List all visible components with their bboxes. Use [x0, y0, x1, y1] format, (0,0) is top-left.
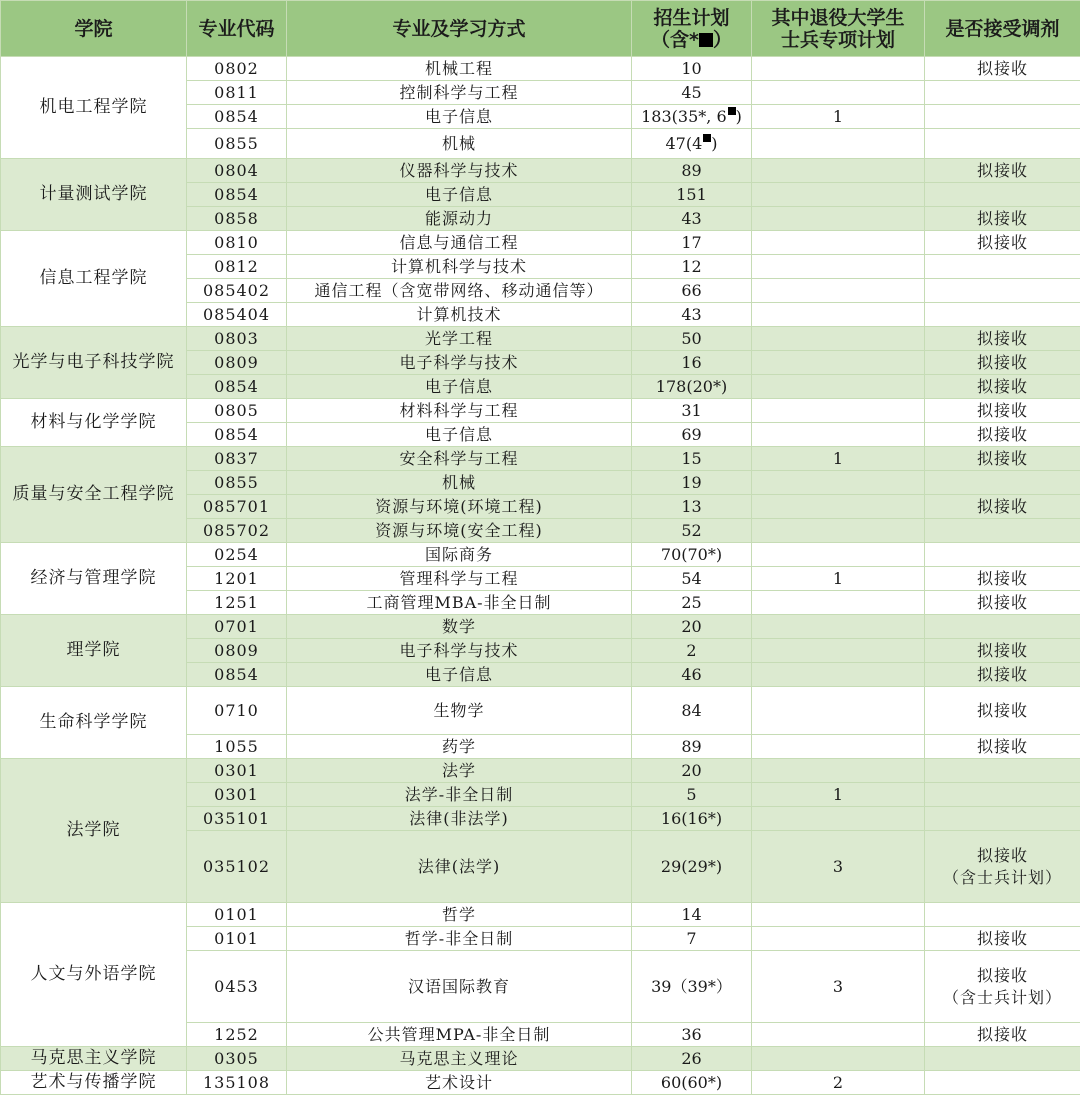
plan-cell [632, 927, 752, 951]
veteran-cell [752, 81, 925, 105]
plan-value: 12 [681, 257, 701, 276]
adjust-cell [925, 105, 1080, 129]
major-cell: 管理科学与工程 [287, 567, 632, 591]
code-cell: 0812 [187, 255, 287, 279]
veteran-cell [752, 687, 925, 735]
code-cell: 0254 [187, 543, 287, 567]
adjust-cell [925, 639, 1080, 663]
college-cell: 质量与安全工程学院 [1, 447, 187, 543]
plan-value: 16 [681, 353, 701, 372]
code-cell: 035102 [187, 831, 287, 903]
plan-value: 16(16*) [661, 809, 722, 828]
adjust-value: 拟接收 [977, 665, 1028, 684]
table-row [1, 57, 1080, 81]
major-cell: 法律(法学) [287, 831, 632, 903]
plan-cell [632, 183, 752, 207]
plan-cell [632, 807, 752, 831]
plan-cell [632, 471, 752, 495]
adjust-cell [925, 759, 1080, 783]
code-cell: 0854 [187, 375, 287, 399]
plan-value: 66 [681, 281, 701, 300]
veteran-cell [752, 255, 925, 279]
adjust-value: 拟接收 [977, 233, 1028, 252]
adjust-value: 拟接收 [977, 1025, 1028, 1044]
code-cell: 0802 [187, 57, 287, 81]
code-cell: 0101 [187, 927, 287, 951]
code-cell: 035101 [187, 807, 287, 831]
veteran-cell: 3 [752, 831, 925, 903]
veteran-cell [752, 231, 925, 255]
code-cell: 0855 [187, 471, 287, 495]
veteran-cell [752, 327, 925, 351]
code-cell: 0855 [187, 129, 287, 159]
veteran-cell: 1 [752, 105, 925, 129]
code-cell: 0837 [187, 447, 287, 471]
code-cell: 0701 [187, 615, 287, 639]
veteran-cell [752, 1047, 925, 1071]
major-cell: 材料科学与工程 [287, 399, 632, 423]
header-plan-line1: 招生计划 [653, 7, 729, 29]
major-cell: 信息与通信工程 [287, 231, 632, 255]
veteran-cell [752, 399, 925, 423]
adjust-cell [925, 57, 1080, 81]
plan-cell [632, 351, 752, 375]
major-cell: 资源与环境(环境工程) [287, 495, 632, 519]
plan-value: 25 [681, 593, 701, 612]
veteran-cell: 1 [752, 567, 925, 591]
adjust-cell [925, 903, 1080, 927]
plan-cell [632, 399, 752, 423]
adjust-value: 拟接收 [977, 59, 1028, 78]
code-cell: 0811 [187, 81, 287, 105]
adjust-cell [925, 687, 1080, 735]
plan-cell [632, 423, 752, 447]
code-cell: 1252 [187, 1023, 287, 1047]
adjust-value: 拟接收 [977, 569, 1028, 588]
adjust-cell [925, 735, 1080, 759]
plan-value: 2 [686, 641, 696, 660]
adjust-cell [925, 471, 1080, 495]
adjust-value: 拟接收 [977, 701, 1028, 720]
plan-cell [632, 57, 752, 81]
adjust-cell [925, 783, 1080, 807]
code-cell: 0809 [187, 639, 287, 663]
header-adjust: 是否接受调剂 [925, 1, 1080, 57]
major-cell: 计算机技术 [287, 303, 632, 327]
veteran-cell: 3 [752, 951, 925, 1023]
major-cell: 机械 [287, 129, 632, 159]
adjust-cell [925, 1071, 1080, 1095]
plan-cell [632, 231, 752, 255]
header-row [1, 1, 1080, 57]
veteran-cell [752, 903, 925, 927]
adjust-value: 拟接收 [977, 209, 1028, 228]
code-cell: 0301 [187, 759, 287, 783]
plan-value: 19 [681, 473, 701, 492]
plan-cell [632, 1023, 752, 1047]
plan-cell [632, 1071, 752, 1095]
plan-cell [632, 783, 752, 807]
adjust-cell [925, 375, 1080, 399]
table-row [1, 687, 1080, 735]
veteran-cell [752, 183, 925, 207]
adjust-cell [925, 1047, 1080, 1071]
plan-cell [632, 567, 752, 591]
adjust-cell [925, 399, 1080, 423]
plan-cell [632, 129, 752, 159]
veteran-cell [752, 543, 925, 567]
major-cell: 仪器科学与技术 [287, 159, 632, 183]
plan-value: 31 [681, 401, 701, 420]
major-cell: 电子科学与技术 [287, 351, 632, 375]
black-square-icon [699, 33, 713, 47]
veteran-cell [752, 663, 925, 687]
plan-cell [632, 255, 752, 279]
major-cell: 电子信息 [287, 423, 632, 447]
major-cell: 哲学 [287, 903, 632, 927]
plan-cell [632, 951, 752, 1023]
major-cell: 资源与环境(安全工程) [287, 519, 632, 543]
code-cell: 085402 [187, 279, 287, 303]
adjust-value: 拟接收 [977, 846, 1028, 865]
code-cell: 0854 [187, 105, 287, 129]
table-row [1, 399, 1080, 423]
plan-value: 151 [676, 185, 707, 204]
college-cell: 理学院 [1, 615, 187, 687]
veteran-cell [752, 375, 925, 399]
major-cell: 电子信息 [287, 375, 632, 399]
header-veteran-line1: 其中退役大学生 [771, 7, 904, 29]
adjust-value: 拟接收 [977, 497, 1028, 516]
plan-value: 54 [681, 569, 701, 588]
veteran-cell [752, 351, 925, 375]
code-cell: 0854 [187, 663, 287, 687]
header-major: 专业及学习方式 [287, 1, 632, 57]
adjust-value: 拟接收 [977, 353, 1028, 372]
header-veteran [752, 1, 925, 57]
plan-value: 14 [681, 905, 701, 924]
plan-value: 52 [681, 521, 701, 540]
plan-tail: ) [711, 134, 717, 153]
plan-cell [632, 639, 752, 663]
college-cell: 光学与电子科技学院 [1, 327, 187, 399]
plan-value: 84 [681, 701, 701, 720]
table-row [1, 615, 1080, 639]
major-cell: 电子科学与技术 [287, 639, 632, 663]
plan-cell [632, 663, 752, 687]
plan-value: 43 [681, 305, 701, 324]
table-row [1, 1071, 1080, 1095]
veteran-cell: 2 [752, 1071, 925, 1095]
veteran-cell [752, 927, 925, 951]
adjust-cell [925, 807, 1080, 831]
adjust-cell [925, 129, 1080, 159]
header-college: 学院 [1, 1, 187, 57]
adjust-cell [925, 591, 1080, 615]
code-cell: 1251 [187, 591, 287, 615]
table-row [1, 903, 1080, 927]
adjust-cell [925, 207, 1080, 231]
plan-value: 50 [681, 329, 701, 348]
code-cell: 0453 [187, 951, 287, 1023]
college-cell: 艺术与传播学院 [1, 1071, 187, 1095]
veteran-cell [752, 1023, 925, 1047]
major-cell: 法律(非法学) [287, 807, 632, 831]
adjust-value: 拟接收 [977, 929, 1028, 948]
code-cell: 0101 [187, 903, 287, 927]
major-cell: 通信工程（含宽带网络、移动通信等） [287, 279, 632, 303]
major-cell: 法学-非全日制 [287, 783, 632, 807]
code-cell: 0809 [187, 351, 287, 375]
major-cell: 工商管理MBA-非全日制 [287, 591, 632, 615]
college-cell: 法学院 [1, 759, 187, 903]
college-cell: 生命科学学院 [1, 687, 187, 759]
header-plan-line2-star: * [689, 29, 699, 51]
plan-value: 13 [681, 497, 701, 516]
plan-value: 15 [681, 449, 701, 468]
veteran-cell [752, 495, 925, 519]
plan-cell [632, 375, 752, 399]
veteran-cell [752, 159, 925, 183]
code-cell: 0803 [187, 327, 287, 351]
major-cell: 生物学 [287, 687, 632, 735]
major-cell: 国际商务 [287, 543, 632, 567]
code-cell: 0305 [187, 1047, 287, 1071]
major-cell: 艺术设计 [287, 1071, 632, 1095]
major-cell: 光学工程 [287, 327, 632, 351]
plan-cell [632, 543, 752, 567]
code-cell: 085702 [187, 519, 287, 543]
header-plan-line2-prefix: （含 [651, 29, 689, 51]
table-row [1, 1047, 1080, 1071]
adjust-cell [925, 615, 1080, 639]
plan-cell [632, 159, 752, 183]
plan-cell [632, 303, 752, 327]
plan-cell [632, 591, 752, 615]
black-square-icon [728, 107, 736, 115]
adjust-value: 拟接收 [977, 449, 1028, 468]
code-cell: 085701 [187, 495, 287, 519]
code-cell: 0810 [187, 231, 287, 255]
adjust-value: 拟接收 [977, 641, 1028, 660]
plan-value: 89 [681, 737, 701, 756]
veteran-cell [752, 303, 925, 327]
veteran-cell: 1 [752, 447, 925, 471]
plan-value: 36 [681, 1025, 701, 1044]
plan-cell [632, 207, 752, 231]
veteran-cell [752, 759, 925, 783]
adjust-cell [925, 1023, 1080, 1047]
plan-value: 20 [681, 617, 701, 636]
plan-value: 178(20*) [656, 377, 727, 396]
adjust-note: （含士兵计划） [943, 868, 1062, 887]
plan-value: 5 [686, 785, 696, 804]
veteran-cell [752, 807, 925, 831]
veteran-cell [752, 471, 925, 495]
adjust-cell [925, 81, 1080, 105]
code-cell: 0805 [187, 399, 287, 423]
plan-tail: ) [736, 107, 742, 126]
adjust-cell [925, 351, 1080, 375]
table-row [1, 543, 1080, 567]
plan-cell [632, 495, 752, 519]
college-cell: 机电工程学院 [1, 57, 187, 159]
plan-value: 17 [681, 233, 701, 252]
plan-cell [632, 447, 752, 471]
adjust-cell [925, 255, 1080, 279]
major-cell: 安全科学与工程 [287, 447, 632, 471]
plan-value: 69 [681, 425, 701, 444]
adjust-cell [925, 543, 1080, 567]
veteran-cell: 1 [752, 783, 925, 807]
college-cell: 信息工程学院 [1, 231, 187, 327]
veteran-cell [752, 591, 925, 615]
plan-value: 183(35*, 6 [641, 107, 727, 126]
veteran-cell [752, 129, 925, 159]
major-cell: 电子信息 [287, 183, 632, 207]
adjust-cell [925, 951, 1080, 1023]
veteran-cell [752, 207, 925, 231]
plan-cell [632, 519, 752, 543]
plan-cell [632, 759, 752, 783]
table-body [1, 57, 1080, 1095]
major-cell: 电子信息 [287, 105, 632, 129]
major-cell: 数学 [287, 615, 632, 639]
college-cell: 经济与管理学院 [1, 543, 187, 615]
table-row [1, 231, 1080, 255]
major-cell: 马克思主义理论 [287, 1047, 632, 1071]
plan-value: 39（39*） [651, 977, 732, 996]
veteran-cell [752, 423, 925, 447]
adjust-cell [925, 495, 1080, 519]
plan-value: 89 [681, 161, 701, 180]
major-cell: 公共管理MPA-非全日制 [287, 1023, 632, 1047]
major-cell: 计算机科学与技术 [287, 255, 632, 279]
adjust-value: 拟接收 [977, 737, 1028, 756]
adjust-cell [925, 567, 1080, 591]
major-cell: 电子信息 [287, 663, 632, 687]
header-plan [632, 1, 752, 57]
adjust-value: 拟接收 [977, 161, 1028, 180]
adjust-note: （含士兵计划） [943, 988, 1062, 1007]
plan-value: 7 [686, 929, 696, 948]
plan-value: 10 [681, 59, 701, 78]
table-row [1, 447, 1080, 471]
adjust-value: 拟接收 [977, 329, 1028, 348]
plan-cell [632, 903, 752, 927]
adjust-value: 拟接收 [977, 401, 1028, 420]
plan-value: 47(4 [665, 134, 702, 153]
plan-value: 43 [681, 209, 701, 228]
adjust-cell [925, 231, 1080, 255]
plan-value: 60(60*) [661, 1073, 722, 1092]
adjust-cell [925, 663, 1080, 687]
plan-cell [632, 81, 752, 105]
code-cell: 1055 [187, 735, 287, 759]
adjust-cell [925, 159, 1080, 183]
plan-value: 45 [681, 83, 701, 102]
plan-cell [632, 831, 752, 903]
adjust-cell [925, 447, 1080, 471]
code-cell: 0301 [187, 783, 287, 807]
table-row [1, 327, 1080, 351]
college-cell: 材料与化学学院 [1, 399, 187, 447]
veteran-cell [752, 735, 925, 759]
major-cell: 汉语国际教育 [287, 951, 632, 1023]
adjust-cell [925, 303, 1080, 327]
adjust-cell [925, 519, 1080, 543]
adjust-cell [925, 279, 1080, 303]
adjust-value: 拟接收 [977, 593, 1028, 612]
table-row [1, 759, 1080, 783]
major-cell: 药学 [287, 735, 632, 759]
code-cell: 135108 [187, 1071, 287, 1095]
code-cell: 0854 [187, 183, 287, 207]
code-cell: 0710 [187, 687, 287, 735]
plan-cell [632, 1047, 752, 1071]
plan-cell [632, 279, 752, 303]
veteran-cell [752, 519, 925, 543]
header-plan-line2-suffix: ） [713, 29, 732, 51]
major-cell: 机械 [287, 471, 632, 495]
major-cell: 法学 [287, 759, 632, 783]
major-cell: 机械工程 [287, 57, 632, 81]
code-cell: 1201 [187, 567, 287, 591]
code-cell: 0804 [187, 159, 287, 183]
adjust-value: 拟接收 [977, 377, 1028, 396]
major-cell: 哲学-非全日制 [287, 927, 632, 951]
veteran-cell [752, 279, 925, 303]
plan-cell [632, 687, 752, 735]
college-cell: 马克思主义学院 [1, 1047, 187, 1071]
college-cell: 人文与外语学院 [1, 903, 187, 1047]
code-cell: 0854 [187, 423, 287, 447]
plan-value: 46 [681, 665, 701, 684]
adjust-cell [925, 927, 1080, 951]
plan-value: 70(70*) [661, 545, 722, 564]
plan-value: 29(29*) [661, 857, 722, 876]
college-cell: 计量测试学院 [1, 159, 187, 231]
major-cell: 能源动力 [287, 207, 632, 231]
adjust-cell [925, 423, 1080, 447]
plan-value: 20 [681, 761, 701, 780]
code-cell: 0858 [187, 207, 287, 231]
adjust-value: 拟接收 [977, 966, 1028, 985]
veteran-cell [752, 639, 925, 663]
header-veteran-line2: 士兵专项计划 [781, 29, 895, 51]
adjust-value: 拟接收 [977, 425, 1028, 444]
veteran-cell [752, 615, 925, 639]
major-cell: 控制科学与工程 [287, 81, 632, 105]
plan-cell [632, 105, 752, 129]
adjust-cell [925, 183, 1080, 207]
header-code: 专业代码 [187, 1, 287, 57]
veteran-cell [752, 57, 925, 81]
table-row [1, 159, 1080, 183]
plan-cell [632, 327, 752, 351]
plan-cell [632, 615, 752, 639]
plan-cell [632, 735, 752, 759]
plan-value: 26 [681, 1049, 701, 1068]
adjust-cell [925, 327, 1080, 351]
code-cell: 085404 [187, 303, 287, 327]
adjust-cell [925, 831, 1080, 903]
